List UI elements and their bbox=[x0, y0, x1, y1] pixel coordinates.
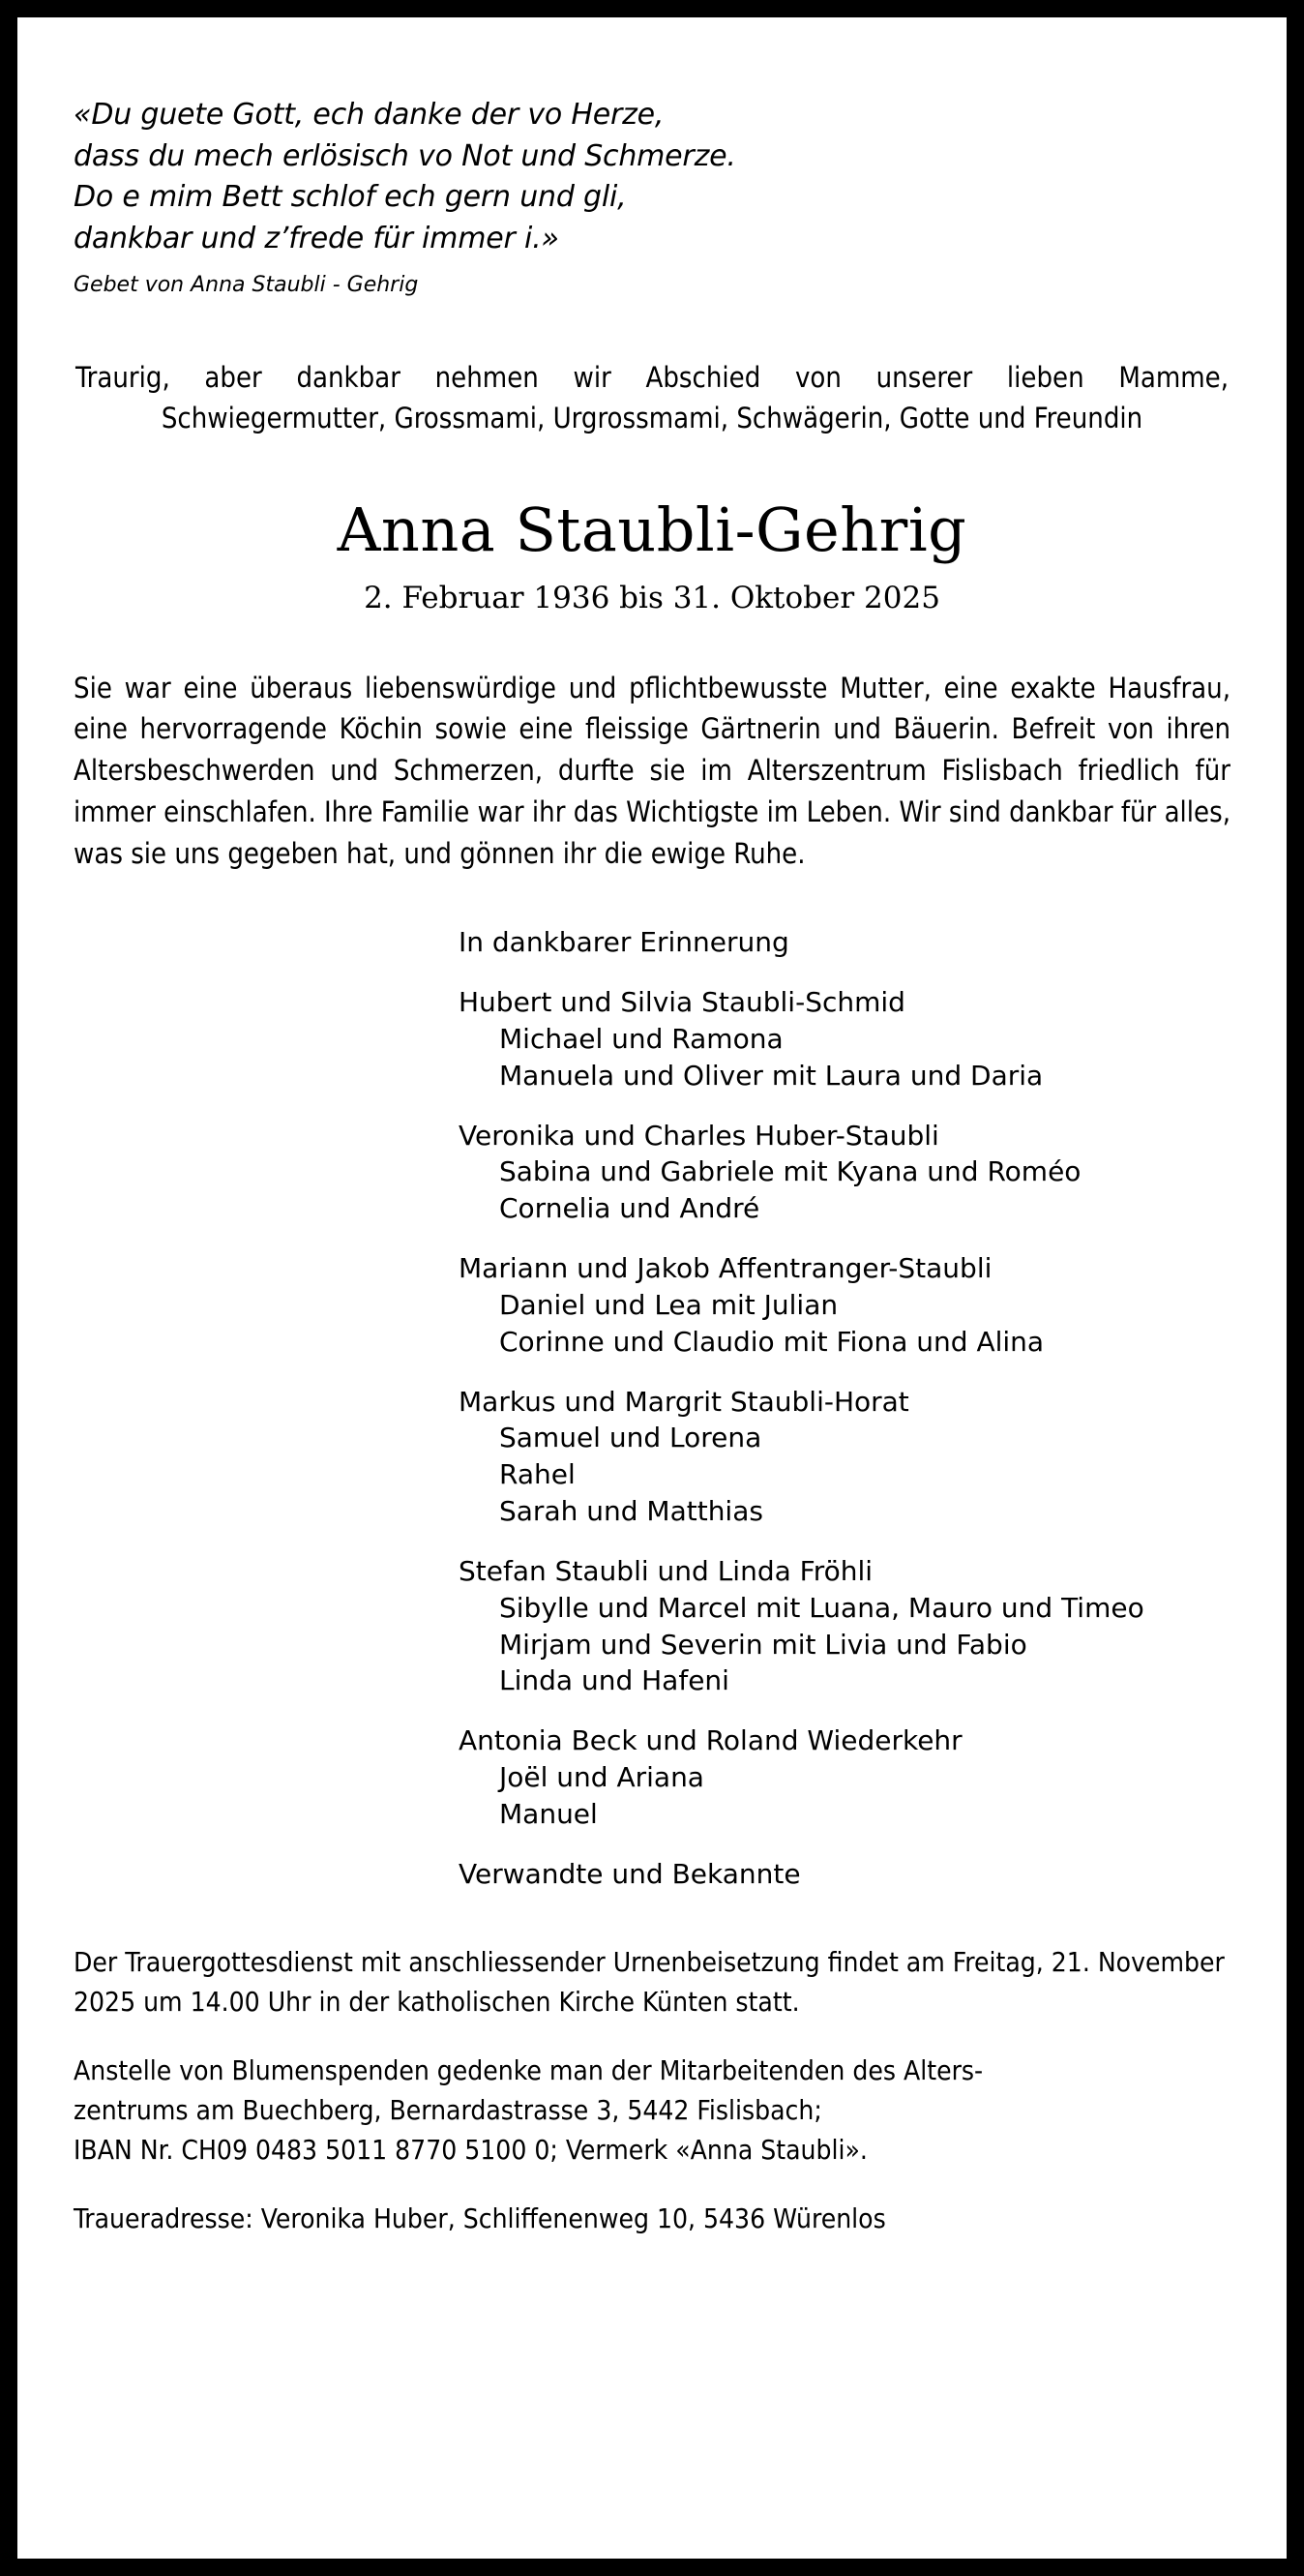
family-heading: In dankbarer Erinnerung bbox=[459, 926, 789, 959]
poem-line-1: «Du guete Gott, ech danke der vo Herze, bbox=[74, 98, 665, 132]
family-child: Manuel bbox=[499, 1797, 598, 1830]
intro-paragraph bbox=[74, 357, 1230, 438]
family-groups bbox=[459, 985, 1230, 1832]
family-child: Manuela und Oliver mit Laura und Daria bbox=[499, 1059, 1044, 1092]
family-group bbox=[459, 1554, 1230, 1698]
service-details: Der Trauergottesdienst mit anschliessender Urnenbeisetzung findet am Freitag, 21. November 2025 um 14.00 Uhr in der katholischen Kirche Künten statt. bbox=[74, 1946, 1225, 2019]
family-parent: Markus und Margrit Staubli-Horat bbox=[459, 1385, 909, 1418]
family-parent: Hubert und Silvia Staubli-Schmid bbox=[459, 986, 905, 1019]
donation-details bbox=[74, 2052, 1230, 2171]
family-group bbox=[459, 1251, 1230, 1359]
poem-line-3: Do e mim Bett schlof ech gern und gli, bbox=[74, 180, 627, 215]
family-child: Sarah und Matthias bbox=[499, 1495, 763, 1528]
family-child: Michael und Ramona bbox=[499, 1022, 784, 1055]
poem-line-4: dankbar und z’frede für immer i.» bbox=[74, 221, 559, 255]
donation-line-1: Anstelle von Blumenspenden gedenke man der Mitarbeitenden des Alters- bbox=[74, 2054, 984, 2087]
family-child: Joël und Ariana bbox=[499, 1760, 704, 1793]
family-group bbox=[459, 1119, 1230, 1226]
family-parent: Mariann und Jakob Affentranger-Staubli bbox=[459, 1252, 993, 1285]
notice-inner bbox=[17, 17, 1287, 2559]
footer-section bbox=[74, 1943, 1230, 2238]
family-parent: Antonia Beck und Roland Wiederkehr bbox=[459, 1724, 963, 1757]
donation-line-3: IBAN Nr. CH09 0483 5011 8770 5100 0; Vermerk «Anna Staubli». bbox=[74, 2133, 868, 2166]
intro-line-1: Traurig, aber dankbar nehmen wir Abschied von unserer lieben Mamme, bbox=[75, 361, 1229, 395]
family-group bbox=[459, 1723, 1230, 1831]
mourning-address: Traueradresse: Veronika Huber, Schliffenenweg 10, 5436 Würenlos bbox=[74, 2202, 886, 2234]
family-closing: Verwandte und Bekannte bbox=[459, 1857, 801, 1890]
poem bbox=[74, 68, 1230, 259]
deceased-name: Anna Staubli-Gehrig bbox=[337, 494, 967, 566]
family-parent: Stefan Staubli und Linda Fröhli bbox=[459, 1554, 874, 1587]
family-child: Linda und Hafeni bbox=[499, 1664, 729, 1697]
family-child: Corinne und Claudio mit Fiona und Alina bbox=[499, 1325, 1045, 1358]
family-child: Sabina und Gabriele mit Kyana und Roméo bbox=[499, 1155, 1082, 1188]
family-child: Cornelia und André bbox=[499, 1192, 760, 1225]
family-child: Sibylle und Marcel mit Luana, Mauro und Timeo bbox=[499, 1591, 1144, 1624]
poem-attribution: Gebet von Anna Staubli - Gehrig bbox=[74, 273, 419, 298]
family-list bbox=[74, 926, 1230, 1891]
family-child: Rahel bbox=[499, 1458, 576, 1491]
family-child: Samuel und Lorena bbox=[499, 1422, 762, 1454]
family-child: Mirjam und Severin mit Livia und Fabio bbox=[499, 1628, 1027, 1661]
family-child: Daniel und Lea mit Julian bbox=[499, 1288, 839, 1321]
eulogy-paragraph: Sie war eine überaus liebenswürdige und pflichtbewusste Mutter, eine exakte Hausfrau, eine hervorragende Köchin sowie eine fleissige Gärtnerin und Bäuerin. Befreit von ihren Altersbeschwerden und Schmerzen, durfte sie im Alterszentrum Fislisbach friedlich für immer einschlafen. Ihre Familie war ihr das Wichtigste im Leben. Wir sind dankbar für alles, was sie uns gegeben hat, und gönnen ihr die ewige Ruhe. bbox=[74, 671, 1230, 871]
poem-line-2: dass du mech erlösisch vo Not und Schmerze. bbox=[74, 138, 736, 173]
family-group bbox=[459, 985, 1230, 1093]
intro-line-2: Schwiegermutter, Grossmami, Urgrossmami, Schwägerin, Gotte und Freundin bbox=[161, 402, 1143, 435]
donation-line-2: zentrums am Buechberg, Bernardastrasse 3, 5442 Fislisbach; bbox=[74, 2094, 822, 2127]
deceased-dates: 2. Februar 1936 bis 31. Oktober 2025 bbox=[364, 581, 940, 616]
family-parent: Veronika und Charles Huber-Staubli bbox=[459, 1119, 939, 1152]
family-group bbox=[459, 1385, 1230, 1529]
